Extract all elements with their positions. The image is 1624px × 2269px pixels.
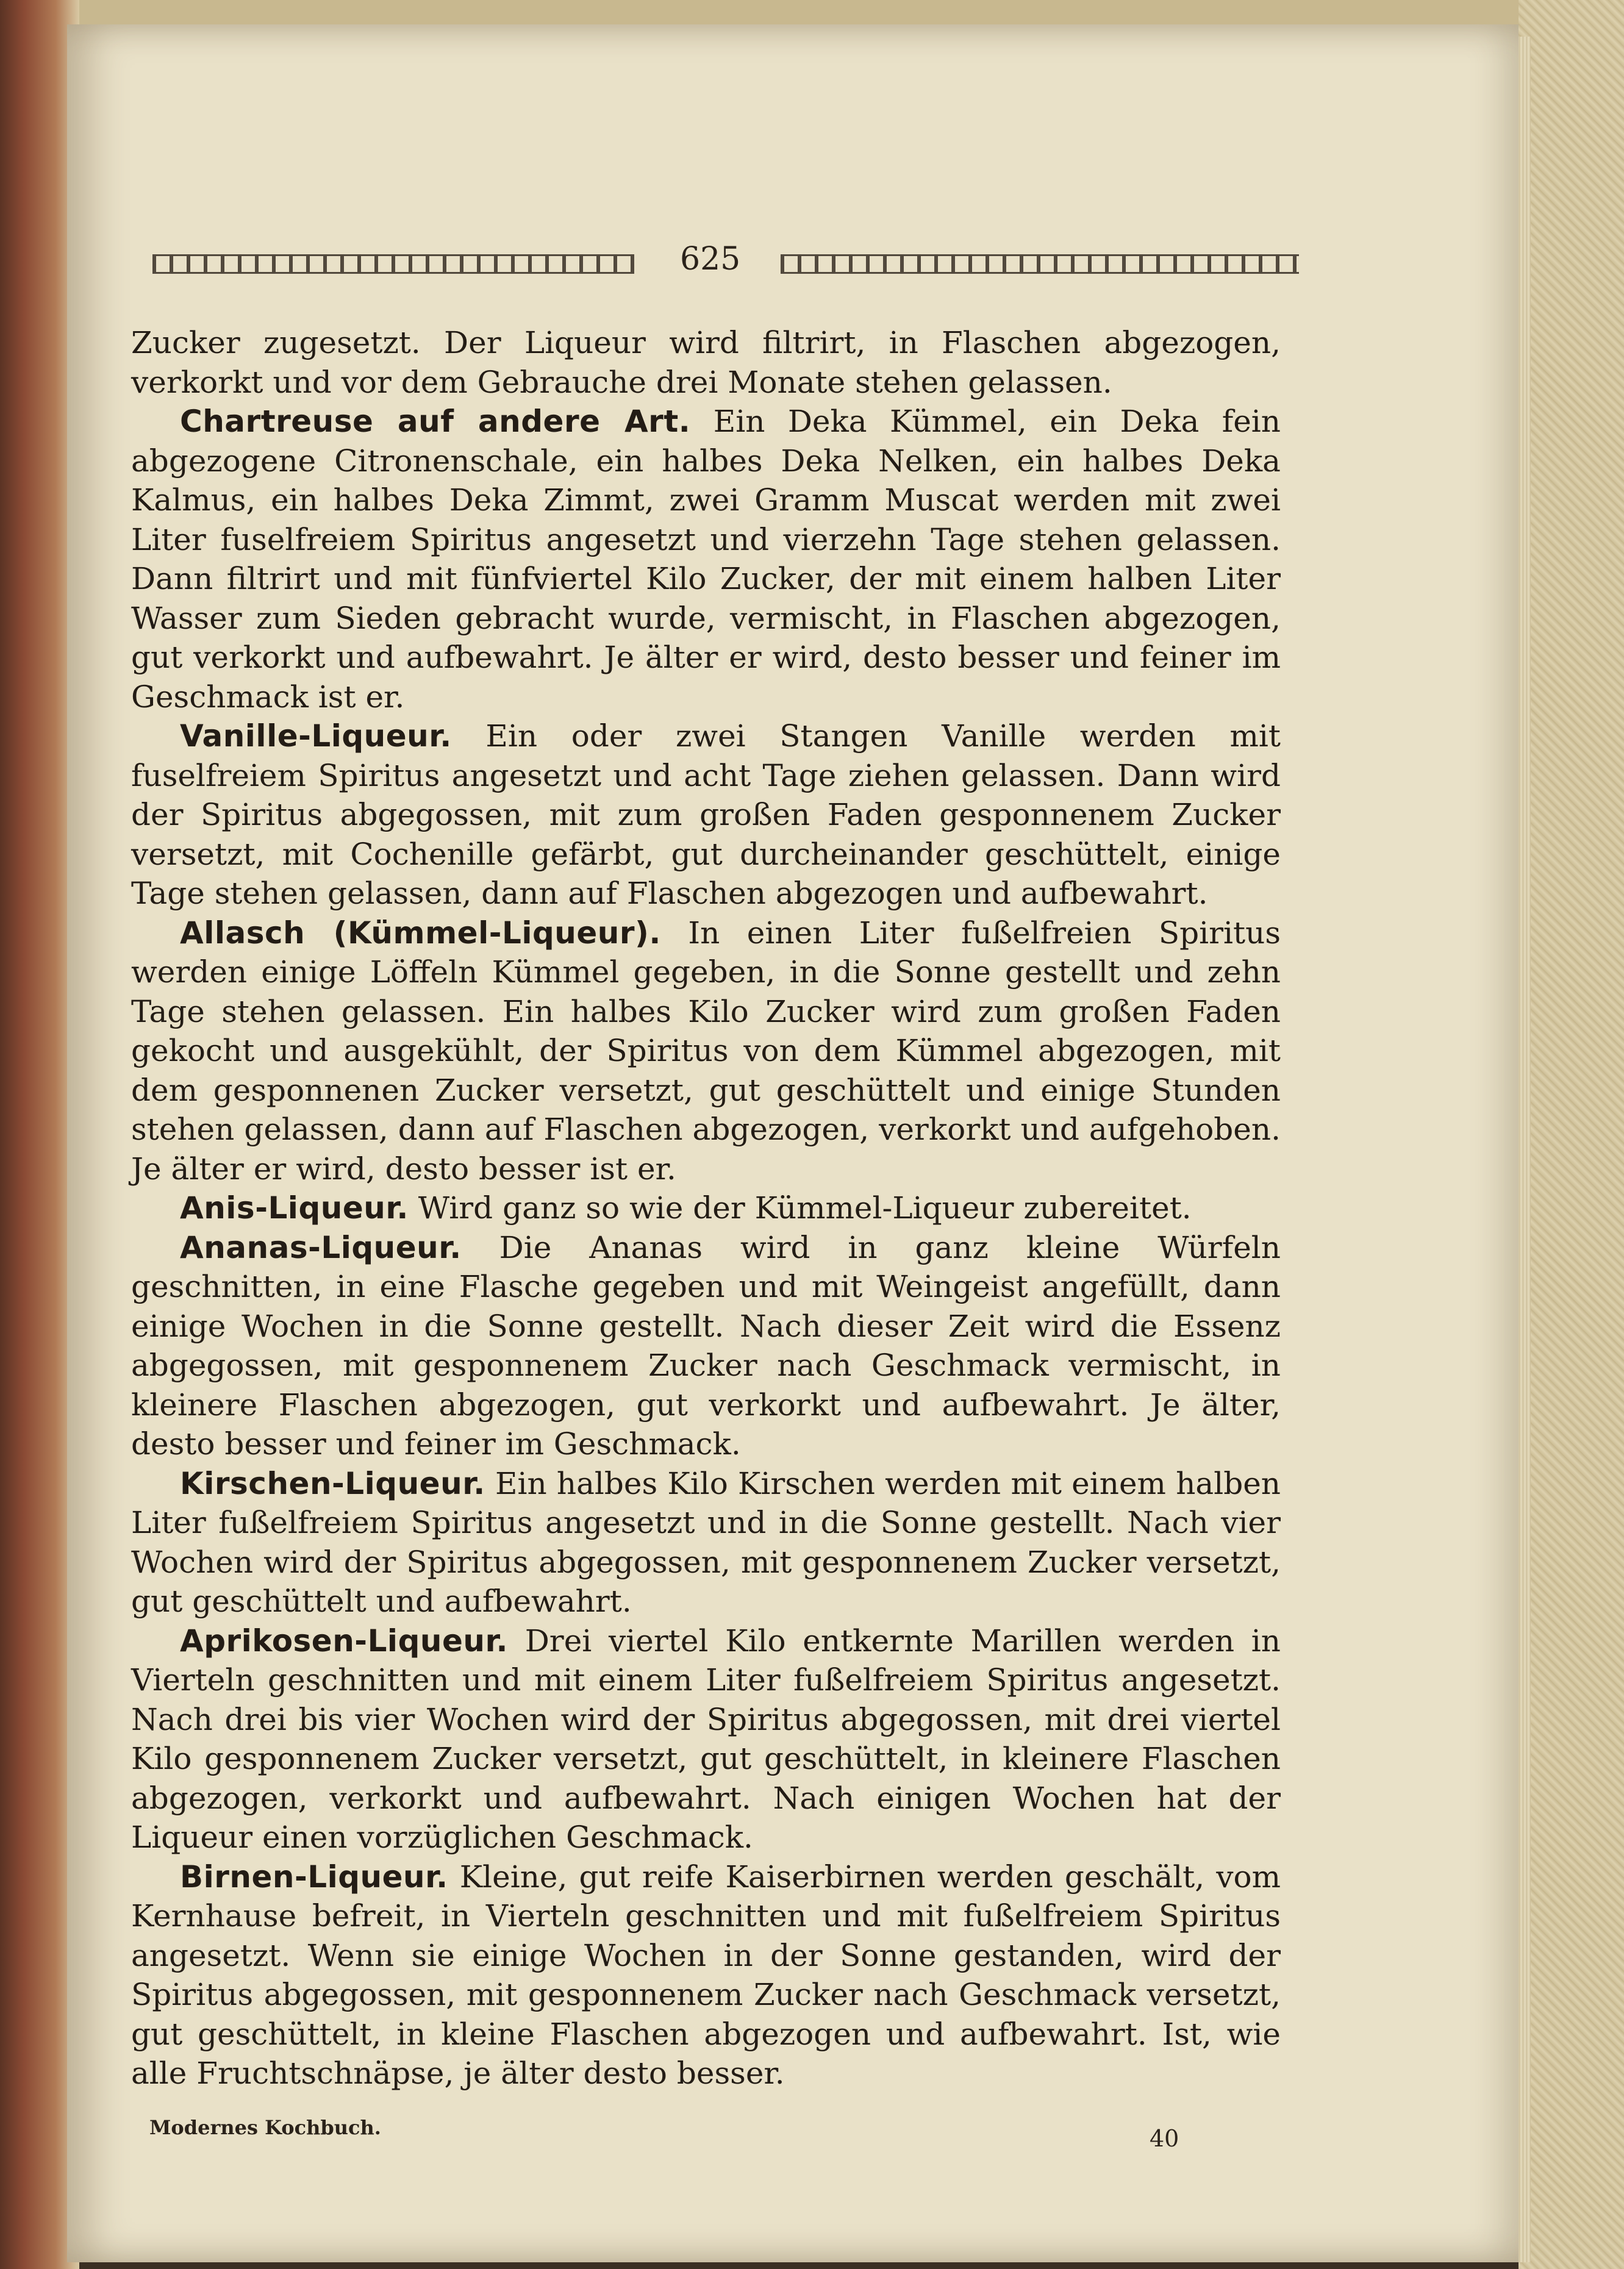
recipe-heading: Allasch (Kümmel-Liqueur). xyxy=(180,915,661,951)
recipe-body: Ein Deka Kümmel, ein Deka fein abgezogene Citronenschale, ein halbes Deka Nelken, ein halbes Deka Kalmus, ein halbes Deka Zimmt, zwei Gramm Muscat werden mit zwei Liter fuselfreiem Spiritus angesetzt und vierzehn Tage stehen gelassen. Dann filtrirt und mit fünfviertel Kilo Zucker, der mit einem halben Liter Wasser zum Sieden gebracht wurde, vermischt, in Flaschen abgezogen, gut verkorkt und aufbewahrt. Je älter er wird, desto besser und feiner im Geschmack ist er. xyxy=(131,404,1281,715)
ornament-rule-right xyxy=(781,254,1299,274)
recipe-heading: Kirschen-Liqueur. xyxy=(180,1465,485,1501)
recipe-chartreuse xyxy=(131,402,1281,716)
recipe-body: Die Ananas wird in ganz kleine Würfeln geschnitten, in eine Flasche gegeben und mit Weingeist angefüllt, dann einige Wochen in die Sonne gestellt. Nach dieser Zeit wird die Essenz abgegossen, mit gesponnenem Zucker nach Geschmack vermischt, in kleinere Flaschen abgezogen, gut verkorkt und aufbewahrt. Je älter, desto besser und feiner im Geschmack. xyxy=(131,1229,1281,1462)
paragraph-continuation xyxy=(131,323,1281,402)
recipe-text xyxy=(131,323,1281,2093)
paragraph-text: Zucker zugesetzt. Der Liqueur wird filtrirt, in Flaschen abgezogen, verkorkt und vor dem Gebrauche drei Monate stehen gelassen. xyxy=(131,325,1281,400)
recipe-body: Kleine, gut reife Kaiserbirnen werden geschält, vom Kernhause befreit, in Vierteln geschnitten und mit fußelfreiem Spiritus angesetzt. Wenn sie einige Wochen in der Sonne gestanden, wird der Spiritus abgegossen, mit gesponnenem Zucker nach Geschmack versetzt, gut geschüttelt, in kleine Flaschen abgezogen und aufbewahrt. Ist, wie alle Fruchtschnäpse, je älter desto besser. xyxy=(131,1859,1281,2091)
recipe-body: In einen Liter fußelfreien Spiritus werden einige Löffeln Kümmel gegeben, in die Sonne gestellt und zehn Tage stehen gelassen. Ein halbes Kilo Zucker wird zum großen Faden gekocht und ausgekühlt, der Spiritus von dem Kümmel abgezogen, mit dem gesponnenen Zucker versetzt, gut geschüttelt und einige Stunden stehen gelassen, dann auf Flaschen abgezogen, verkorkt und aufgehoben. Je älter er wird, desto besser ist er. xyxy=(131,915,1281,1187)
recipe-allasch xyxy=(131,913,1281,1189)
recipe-birnen xyxy=(131,1857,1281,2093)
book-cover-right xyxy=(1518,0,1624,2269)
recipe-body: Ein oder zwei Stangen Vanille werden mit fuselfreiem Spiritus angesetzt und acht Tage ziehen gelassen. Dann wird der Spiritus abgegossen, mit zum großen Faden gesponnenem Zucker versetzt, mit Cochenille gefärbt, gut durcheinander geschüttelt, einige Tage stehen gelassen, dann auf Flaschen abgezogen und aufbewahrt. xyxy=(131,718,1281,911)
recipe-ananas xyxy=(131,1228,1281,1464)
recipe-kirschen xyxy=(131,1464,1281,1621)
recipe-aprikosen xyxy=(131,1621,1281,1857)
recipe-anis xyxy=(131,1188,1281,1228)
recipe-body: Ein halbes Kilo Kirschen werden mit einem halben Liter fußelfreiem Spiritus angesetzt und in die Sonne gestellt. Nach vier Wochen wird der Spiritus abgegossen, mit gesponnenem Zucker versetzt, gut geschüttelt und aufbewahrt. xyxy=(131,1465,1281,1619)
ornament-rule-left xyxy=(152,254,634,274)
footer-book-title: Modernes Kochbuch. xyxy=(149,2116,381,2139)
recipe-body: Wird ganz so wie der Kümmel-Liqueur zubereitet. xyxy=(418,1190,1192,1226)
footer-signature: 40 xyxy=(1150,2125,1179,2152)
recipe-vanille xyxy=(131,716,1281,913)
recipe-heading: Ananas-Liqueur. xyxy=(180,1229,462,1265)
running-head xyxy=(152,241,1299,284)
recipe-heading: Aprikosen-Liqueur. xyxy=(180,1623,508,1659)
recipe-heading: Vanille-Liqueur. xyxy=(180,718,452,754)
recipe-heading: Chartreuse auf andere Art. xyxy=(180,404,691,439)
recipe-heading: Birnen-Liqueur. xyxy=(180,1859,448,1895)
page-number: 625 xyxy=(680,241,741,277)
recipe-body: Drei viertel Kilo entkernte Marillen werden in Vierteln geschnitten und mit einem Liter fußelfreiem Spiritus angesetzt. Nach drei bis vier Wochen wird der Spiritus abgegossen, mit drei viertel Kilo gesponnenem Zucker versetzt, gut geschüttelt, in kleinere Flaschen abgezogen, verkorkt und aufbewahrt. Nach einigen Wochen hat der Liqueur einen vorzüglichen Geschmack. xyxy=(131,1623,1281,1855)
recipe-heading: Anis-Liqueur. xyxy=(180,1190,409,1226)
